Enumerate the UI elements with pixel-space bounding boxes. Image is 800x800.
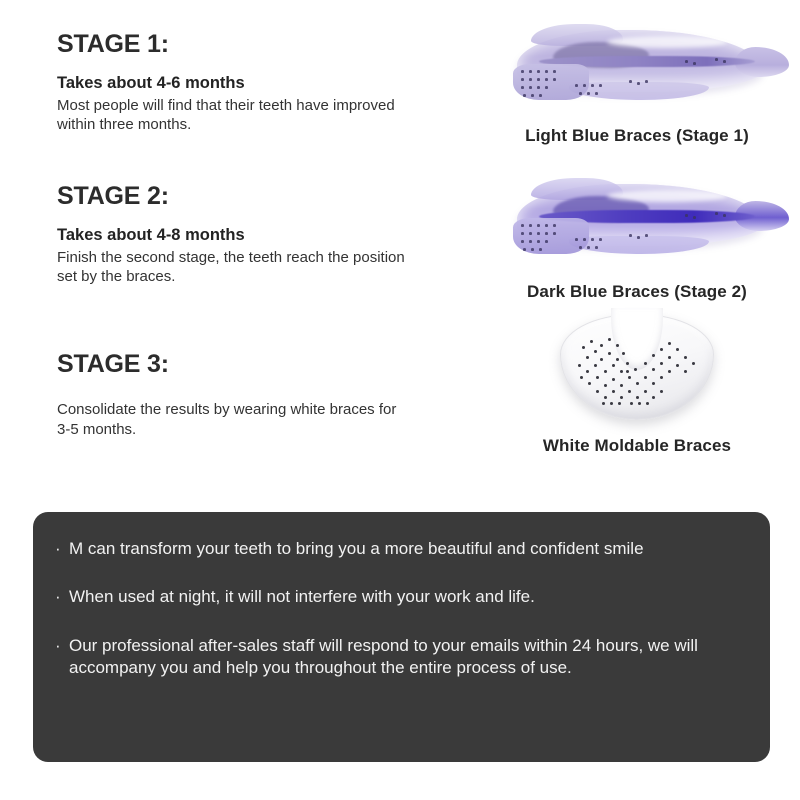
product-3	[487, 312, 787, 456]
product-2	[487, 168, 787, 302]
mouthguard-vent-holes	[509, 20, 765, 108]
stage-1-body: Most people will find that their teeth have improved within three months.	[57, 96, 395, 134]
mouthguard-vent-holes	[509, 174, 765, 262]
bullet-dot-icon: ·	[55, 587, 61, 607]
stage-2-subtitle: Takes about 4-8 months	[57, 226, 245, 244]
moldable-tray-shape	[560, 314, 714, 420]
stage-1-subtitle: Takes about 4-6 months	[57, 74, 245, 92]
mouthguard-shape	[509, 20, 765, 108]
feature-bullet-1-text: M can transform your teeth to bring you a more beautiful and confident smile	[69, 539, 644, 558]
dark-blue-mouthguard-image	[487, 168, 787, 268]
product-1	[487, 14, 787, 146]
stage-block-3	[57, 350, 427, 439]
feature-bullet-2-text: When used at night, it will not interfere with your work and life.	[69, 587, 535, 607]
product-2-caption: Dark Blue Braces (Stage 2)	[527, 282, 747, 301]
feature-bullet-list	[55, 538, 755, 680]
feature-bullet-2	[55, 586, 755, 608]
tray-perforation-holes	[560, 314, 714, 420]
stage-block-1	[57, 30, 427, 135]
stage-2-title: STAGE 2:	[57, 182, 169, 210]
feature-bullet-3	[55, 635, 755, 680]
mouthguard-shape	[509, 174, 765, 262]
white-moldable-tray-image	[487, 312, 787, 424]
bullet-dot-icon: ·	[55, 635, 61, 655]
product-3-caption: White Moldable Braces	[542, 436, 732, 455]
bullet-dot-icon: ·	[55, 539, 61, 558]
product-1-caption: Light Blue Braces (Stage 1)	[525, 126, 749, 145]
feature-panel	[33, 512, 770, 762]
feature-bullet-1	[55, 538, 755, 560]
stage-3-body: Consolidate the results by wearing white braces for 3-5 months.	[57, 401, 397, 438]
stage-3-title: STAGE 3:	[57, 350, 169, 378]
stage-2-body: Finish the second stage, the teeth reach the position set by the braces.	[57, 248, 405, 286]
stage-block-2	[57, 182, 427, 287]
feature-bullet-3-text: Our professional after-sales staff will respond to your emails within 24 hours, we will accompany you and help you throughout the entire process of use.	[69, 635, 698, 678]
light-blue-mouthguard-image	[487, 14, 787, 114]
stage-1-title: STAGE 1:	[57, 30, 169, 58]
